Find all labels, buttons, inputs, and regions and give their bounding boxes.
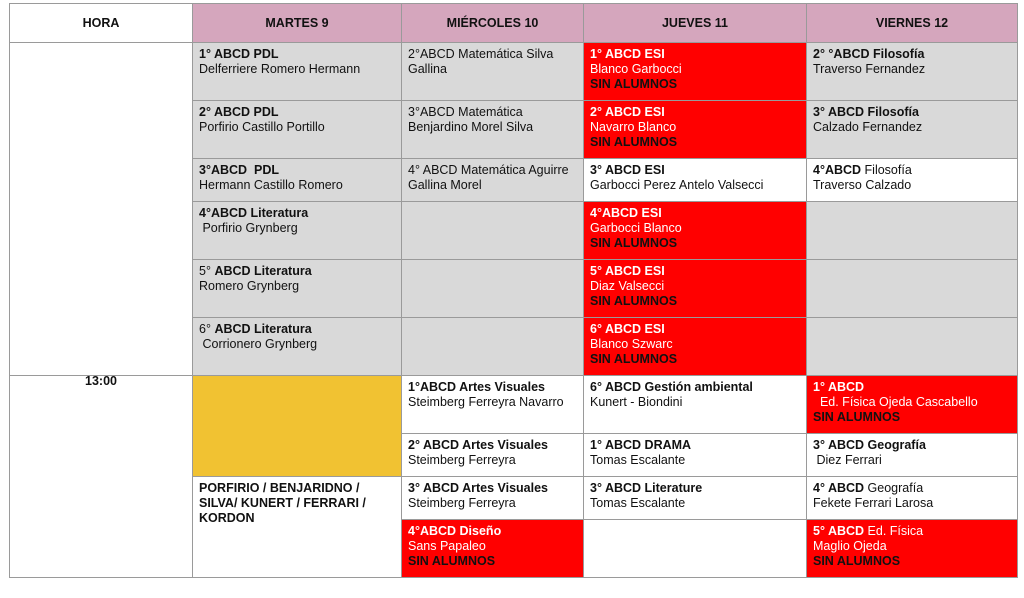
class-cell xyxy=(584,376,807,434)
class-title: 4°ABCD Literatura xyxy=(199,206,309,220)
class-cell-cancelled xyxy=(584,101,807,159)
class-title: 3° ABCD Artes Visuales xyxy=(408,481,549,495)
class-title: 2°ABCD Matemática Silva xyxy=(408,47,554,61)
class-title-bold: 5° ABCD xyxy=(813,524,865,538)
class-title: 1° ABCD PDL xyxy=(199,47,279,61)
class-title: 1° ABCD DRAMA xyxy=(590,438,692,452)
class-title: 1° ABCD ESI xyxy=(590,47,665,61)
class-teachers: Navarro Blanco xyxy=(590,120,677,134)
class-title xyxy=(813,524,1011,539)
status-label: SIN ALUMNOS xyxy=(813,554,901,568)
class-teachers: Garbocci Blanco xyxy=(590,221,682,235)
class-title: 4°ABCD ESI xyxy=(590,206,662,220)
class-title: 3° ABCD Literature xyxy=(590,481,703,495)
class-title: 1° ABCD xyxy=(813,380,865,394)
class-title: 3° ABCD Filosofía xyxy=(813,105,919,119)
class-cell xyxy=(807,477,1018,520)
empty-cell xyxy=(807,318,1018,376)
class-cell xyxy=(807,434,1018,477)
status-label: SIN ALUMNOS xyxy=(590,294,678,308)
class-cell xyxy=(193,101,402,159)
class-teachers: Tomas Escalante xyxy=(590,496,686,510)
class-teachers: Tomas Escalante xyxy=(590,453,686,467)
class-teachers: Ed. Física Ojeda Cascabello xyxy=(813,395,978,409)
class-teachers: Kunert - Biondini xyxy=(590,395,683,409)
class-title: 3°ABCD Matemática xyxy=(408,105,523,119)
class-teachers: Traverso Calzado xyxy=(813,178,912,192)
class-cell xyxy=(402,434,584,477)
empty-cell xyxy=(402,318,584,376)
class-title: 2° °ABCD Filosofía xyxy=(813,47,925,61)
class-teachers: Hermann Castillo Romero xyxy=(199,178,343,192)
table-row xyxy=(10,43,1018,101)
class-cell xyxy=(584,434,807,477)
class-title-pre: 5° xyxy=(199,264,215,278)
class-title xyxy=(199,322,395,337)
empty-cell xyxy=(402,260,584,318)
class-teachers: Garbocci Perez Antelo Valsecci xyxy=(590,178,764,192)
class-teachers: Blanco Garbocci xyxy=(590,62,682,76)
status-label: SIN ALUMNOS xyxy=(590,135,678,149)
class-title xyxy=(813,481,1011,496)
class-cell xyxy=(402,376,584,434)
class-teachers: Steimberg Ferreyra Navarro xyxy=(408,395,564,409)
class-title: 2° ABCD PDL xyxy=(199,105,279,119)
header-row xyxy=(10,4,1018,43)
class-title: 3°ABCD PDL xyxy=(199,163,280,177)
class-teachers: Calzado Fernandez xyxy=(813,120,923,134)
class-title: 3° ABCD Geografía xyxy=(813,438,926,452)
class-cell xyxy=(807,101,1018,159)
class-title-bold: ABCD Literatura xyxy=(214,322,312,336)
class-teachers: Corrionero Grynberg xyxy=(199,337,318,351)
class-cell xyxy=(193,260,402,318)
class-teachers: Maglio Ojeda xyxy=(813,539,887,553)
class-cell xyxy=(402,477,584,520)
class-cell xyxy=(402,159,584,202)
class-cell-cancelled xyxy=(807,376,1018,434)
class-title: 6° ABCD ESI xyxy=(590,322,665,336)
schedule-table xyxy=(9,3,1018,578)
class-teachers: Porfirio Grynberg xyxy=(199,221,298,235)
class-cell xyxy=(807,159,1018,202)
class-teachers: Sans Papaleo xyxy=(408,539,486,553)
class-cell-cancelled xyxy=(807,520,1018,578)
class-cell xyxy=(193,159,402,202)
class-title: 2° ABCD Artes Visuales xyxy=(408,438,549,452)
class-title: 6° ABCD Gestión ambiental xyxy=(590,380,753,394)
header-jueves: JUEVES 11 xyxy=(584,4,807,43)
class-teachers: Benjardino Morel Silva xyxy=(408,120,534,134)
class-teachers: Steimberg Ferreyra xyxy=(408,496,516,510)
teachers-notice: PORFIRIO / BENJARIDNO / SILVA/ KUNERT / FERRARI / KORDON xyxy=(193,477,402,578)
empty-cell xyxy=(584,520,807,578)
class-title: 3° ABCD ESI xyxy=(590,163,665,177)
class-cell xyxy=(402,43,584,101)
class-title: 5° ABCD ESI xyxy=(590,264,665,278)
class-title-rest: Ed. Física xyxy=(864,524,924,538)
class-cell-cancelled xyxy=(584,202,807,260)
class-teachers: Steimberg Ferreyra xyxy=(408,453,516,467)
header-martes: MARTES 9 xyxy=(193,4,402,43)
class-title-bold: 4°ABCD xyxy=(813,163,862,177)
class-title xyxy=(813,163,1011,178)
time-cell-morning xyxy=(10,43,193,376)
time-label: 13:00 xyxy=(85,375,117,388)
time-cell-afternoon xyxy=(10,376,193,578)
class-teachers: Diaz Valsecci xyxy=(590,279,665,293)
status-label: SIN ALUMNOS xyxy=(590,236,678,250)
class-teachers: Porfirio Castillo Portillo xyxy=(199,120,325,134)
class-teachers: Delferriere Romero Hermann xyxy=(199,62,361,76)
class-cell xyxy=(584,477,807,520)
class-title: 4°ABCD Diseño xyxy=(408,524,502,538)
status-label: SIN ALUMNOS xyxy=(590,77,678,91)
class-title-rest: Filosofía xyxy=(861,163,912,177)
class-title xyxy=(199,264,395,279)
class-cell-cancelled xyxy=(402,520,584,578)
class-teachers: Gallina Morel xyxy=(408,178,482,192)
class-cell xyxy=(193,318,402,376)
status-label: SIN ALUMNOS xyxy=(408,554,496,568)
class-teachers: Fekete Ferrari Larosa xyxy=(813,496,934,510)
class-title-rest: Geografía xyxy=(864,481,924,495)
table-row xyxy=(10,376,1018,434)
header-viernes: VIERNES 12 xyxy=(807,4,1018,43)
status-label: SIN ALUMNOS xyxy=(590,352,678,366)
class-cell xyxy=(402,101,584,159)
empty-cell xyxy=(807,202,1018,260)
class-cell-cancelled xyxy=(584,43,807,101)
class-title-bold: ABCD Literatura xyxy=(214,264,312,278)
class-title-pre: 6° xyxy=(199,322,215,336)
class-cell xyxy=(193,43,402,101)
class-cell-cancelled xyxy=(584,260,807,318)
class-cell xyxy=(193,202,402,260)
class-teachers: Diez Ferrari xyxy=(813,453,882,467)
status-label: SIN ALUMNOS xyxy=(813,410,901,424)
class-teachers: Blanco Szwarc xyxy=(590,337,673,351)
previas-cell xyxy=(193,376,402,477)
empty-cell xyxy=(402,202,584,260)
class-title: 1°ABCD Artes Visuales xyxy=(408,380,545,394)
class-cell-cancelled xyxy=(584,318,807,376)
empty-cell xyxy=(807,260,1018,318)
class-teachers: Romero Grynberg xyxy=(199,279,300,293)
class-teachers: Traverso Fernandez xyxy=(813,62,926,76)
class-teachers: Gallina xyxy=(408,62,447,76)
class-title-bold: 4° ABCD xyxy=(813,481,865,495)
class-title: 4° ABCD Matemática Aguirre xyxy=(408,163,569,177)
class-title: 2° ABCD ESI xyxy=(590,105,665,119)
class-cell xyxy=(584,159,807,202)
header-hora: HORA xyxy=(10,4,193,43)
header-miercoles: MIÉRCOLES 10 xyxy=(402,4,584,43)
class-cell xyxy=(807,43,1018,101)
